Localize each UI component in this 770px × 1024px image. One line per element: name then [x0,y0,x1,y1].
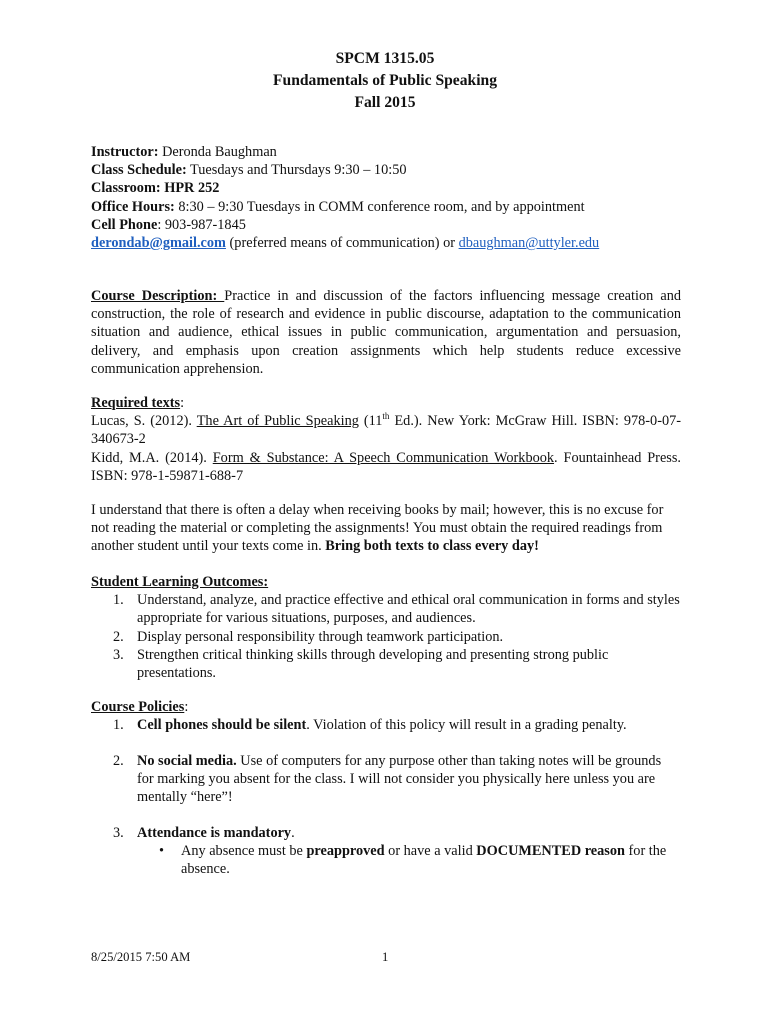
attendance-bullet: • Any absence must be preapproved or have a valid DOCUMENTED reason for the absence. [159,843,667,878]
course-description-label: Course Description: [91,288,225,304]
textbook-lucas: Lucas, S. (2012). The Art of Public Speaking (11th Ed.). New York: McGraw Hill. ISBN: 978-0-07-340673-2 [91,411,682,448]
required-texts-heading: Required texts: [91,395,185,411]
office-hours-line: Office Hours: 8:30 – 9:30 Tuesdays in COMM conference room, and by appointment [91,198,585,215]
primary-email-link[interactable]: derondab@gmail.com [91,235,226,252]
learning-outcomes-heading: Student Learning Outcomes: [91,574,269,590]
policy-item: 2. No social media. Use of computers for any purpose other than taking notes will be grounds for marking you absent for the class. I will not consider you physically here unless you are mentally “here”! [113,753,662,806]
document-header [0,48,770,114]
page-number: 1 [382,950,389,964]
course-term: Fall 2015 [354,94,416,111]
textbook-notice-emphasis: Bring both texts to class every day! [325,538,539,555]
instructor-info [91,143,681,252]
phone-line: Cell Phone: 903-987-1845 [91,216,246,233]
outcome-item: 2. Display personal responsibility through teamwork participation. [113,628,504,645]
course-code: SPCM 1315.05 [335,50,435,67]
policy-item: 1. Cell phones should be silent. Violation of this policy will result in a grading penalty. [113,717,627,733]
course-policies-heading: Course Policies: [91,699,189,715]
textbook-notice [91,501,681,556]
textbook-notice-text: I understand that there is often a delay when receiving books by mail; however, this is no excuse for not reading the material or completing the assignments! You must obtain the required readings from another student until your texts come in. [91,502,664,555]
schedule-line: Class Schedule: Tuesdays and Thursdays 9:30 – 10:50 [91,162,407,179]
footer-date: 8/25/2015 7:50 AM [91,950,191,964]
bullet-icon: • [159,843,165,860]
learning-outcomes [91,573,681,682]
secondary-email-link[interactable]: dbaughman@uttyler.edu [458,235,600,252]
instructor-line: Instructor: Deronda Baughman [91,144,277,160]
email-line: derondab@gmail.com (preferred means of communication) or dbaughman@uttyler.edu [91,235,600,252]
course-title: Fundamentals of Public Speaking [273,72,497,89]
classroom-line: Classroom: HPR 252 [91,180,220,197]
outcome-item: 1. Understand, analyze, and practice effective and ethical oral communication in forms and styles appropriate for various situations, purposes, and audiences. [113,592,680,627]
outcome-item: 3. Strengthen critical thinking skills through developing and presenting strong public presentations. [113,646,609,682]
course-description [91,287,681,378]
policy-item: 3. Attendance is mandatory. • Any absence must be preapproved or have a valid DOCUMENTED reason for the absence. [91,824,681,879]
course-description-text: Practice in and discussion of the factors influencing message creation and construction, the role of research and evidence in public discourse, adaptation to the communication situation and audience, ethical issues in public communication, argumentation and persuasion, delivery, and emphasis upon creation assignments which help students reduce excessive communication apprehension. [91,288,681,377]
textbook-kidd: Kidd, M.A. (2014). Form & Substance: A Speech Communication Workbook. Fountainhead Press. ISBN: 978-1-59871-688-7 [91,449,681,484]
required-texts [91,394,681,485]
